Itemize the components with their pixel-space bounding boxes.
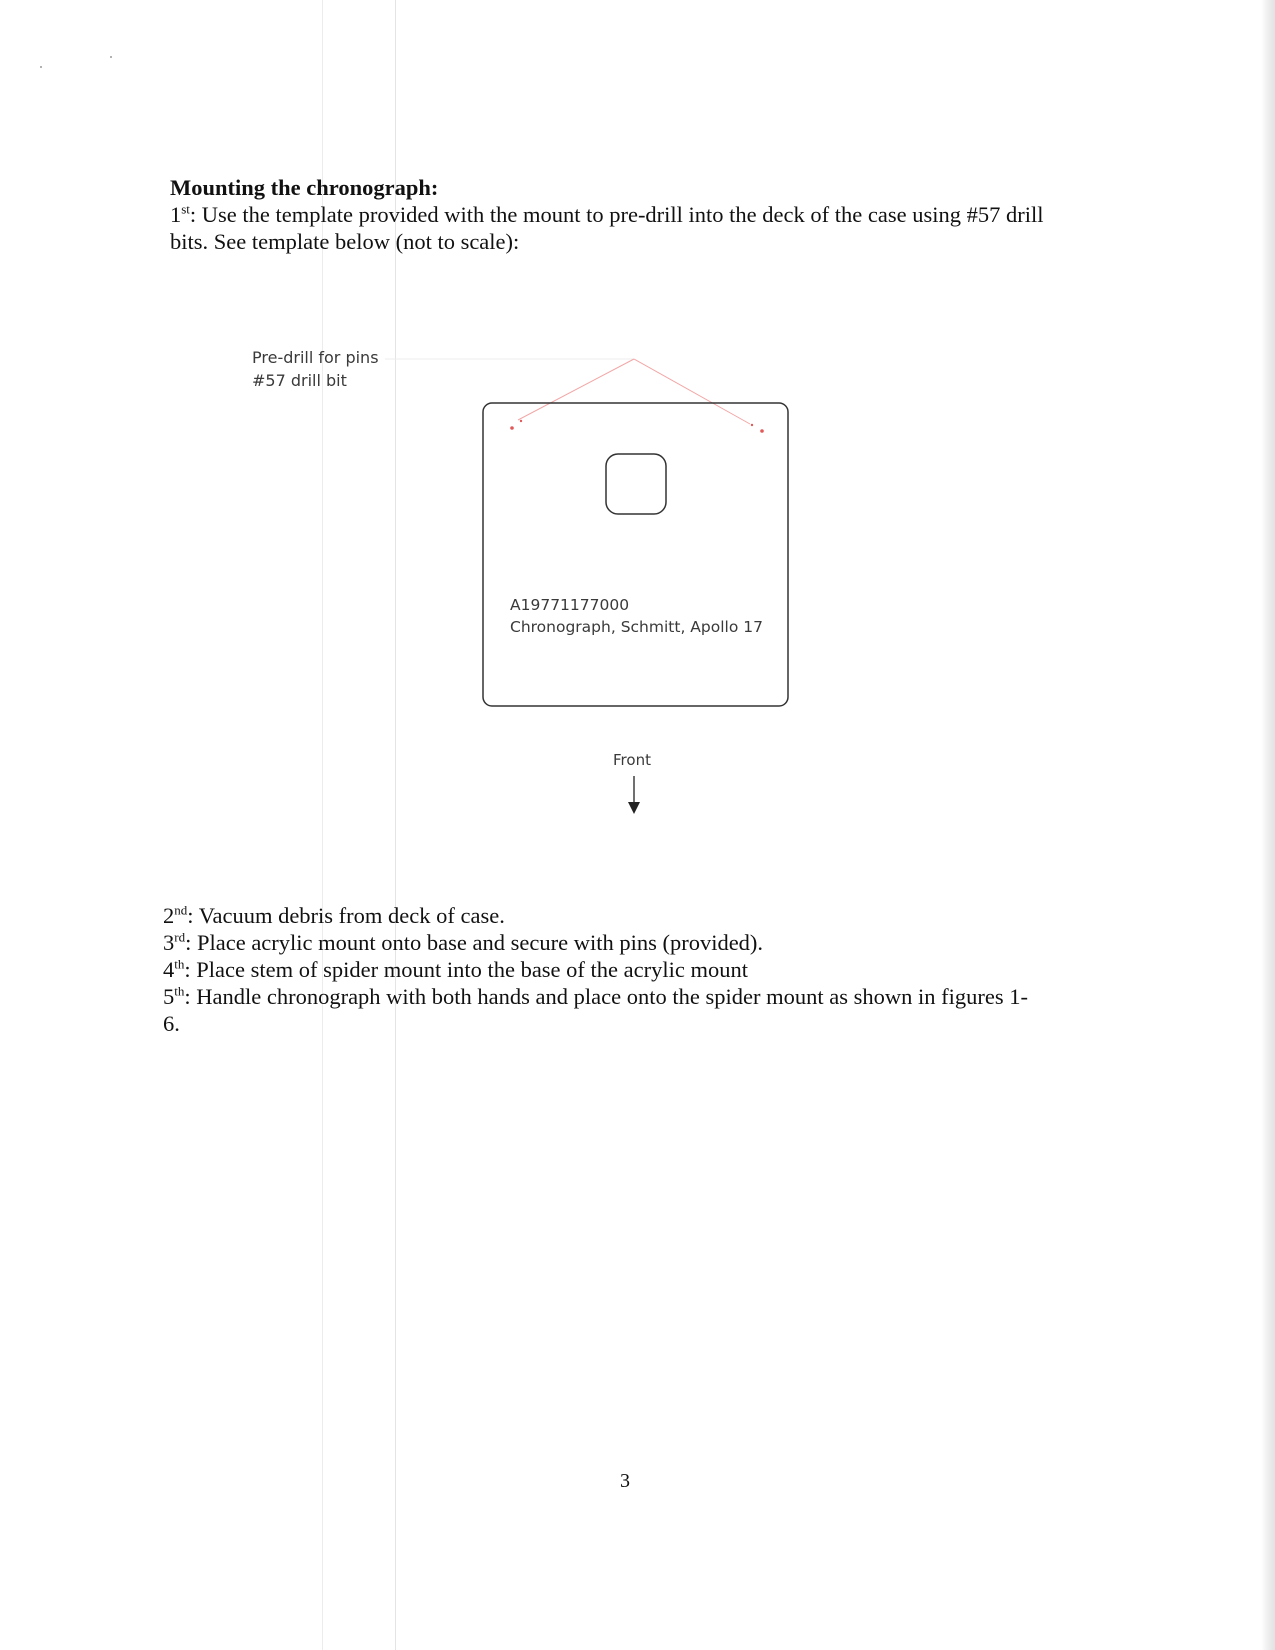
step-3-text: : Place acrylic mount onto base and secure with pins (provided).: [185, 930, 764, 955]
section-heading: Mounting the chronograph:: [170, 175, 439, 200]
template-id-label: A19771177000: [510, 596, 630, 614]
pin-hole-right: [760, 429, 764, 433]
step-5-text: : Handle chronograph with both hands and place onto the spider mount as shown in figures 1-: [184, 984, 1028, 1009]
callout-label-line-2: #57 drill bit: [252, 371, 347, 390]
step-3-ordinal-suffix: rd: [174, 929, 186, 945]
front-label: Front: [613, 751, 651, 769]
pin-hole-left: [510, 426, 514, 430]
front-arrow-icon: [628, 776, 640, 814]
step-5-ordinal-suffix: th: [174, 983, 185, 999]
step-4-ordinal-suffix: th: [174, 956, 185, 972]
template-outline: [483, 403, 788, 706]
pin-hole-right-mark: [751, 424, 753, 426]
steps-section: [163, 902, 1028, 1037]
page-number: 3: [620, 1470, 630, 1492]
step-3-ordinal: 3: [163, 930, 175, 955]
callout-leader-right: [634, 359, 750, 424]
step-3: [163, 929, 1028, 956]
step-2-ordinal: 2: [163, 903, 175, 928]
callout-leader-left: [518, 359, 634, 420]
step-1-line-2: bits. See template below (not to scale):: [170, 229, 520, 254]
step-5-line-1: [163, 983, 1028, 1010]
template-name-label: Chronograph, Schmitt, Apollo 17: [510, 618, 763, 636]
callout-leader-lines: [385, 359, 750, 424]
stem-hole: [606, 454, 666, 514]
step-4-text: : Place stem of spider mount into the base of the acrylic mount: [184, 957, 748, 982]
step-4: [163, 956, 1028, 983]
step-5-line-2: 6.: [163, 1011, 180, 1036]
step-2-ordinal-suffix: nd: [174, 902, 188, 918]
step-1-ordinal: 1: [170, 202, 182, 227]
step-1-ordinal-suffix: st: [181, 201, 190, 217]
step-2-text: : Vacuum debris from deck of case.: [187, 903, 505, 928]
pin-hole-left-mark: [520, 420, 522, 422]
step-1-text: : Use the template provided with the mount to pre-drill into the deck of the case using #57 drill: [189, 202, 1044, 227]
step-2: [163, 902, 1028, 929]
callout-label-line-1: Pre-drill for pins: [252, 348, 379, 367]
step-5-ordinal: 5: [163, 984, 175, 1009]
step-4-ordinal: 4: [163, 957, 175, 982]
